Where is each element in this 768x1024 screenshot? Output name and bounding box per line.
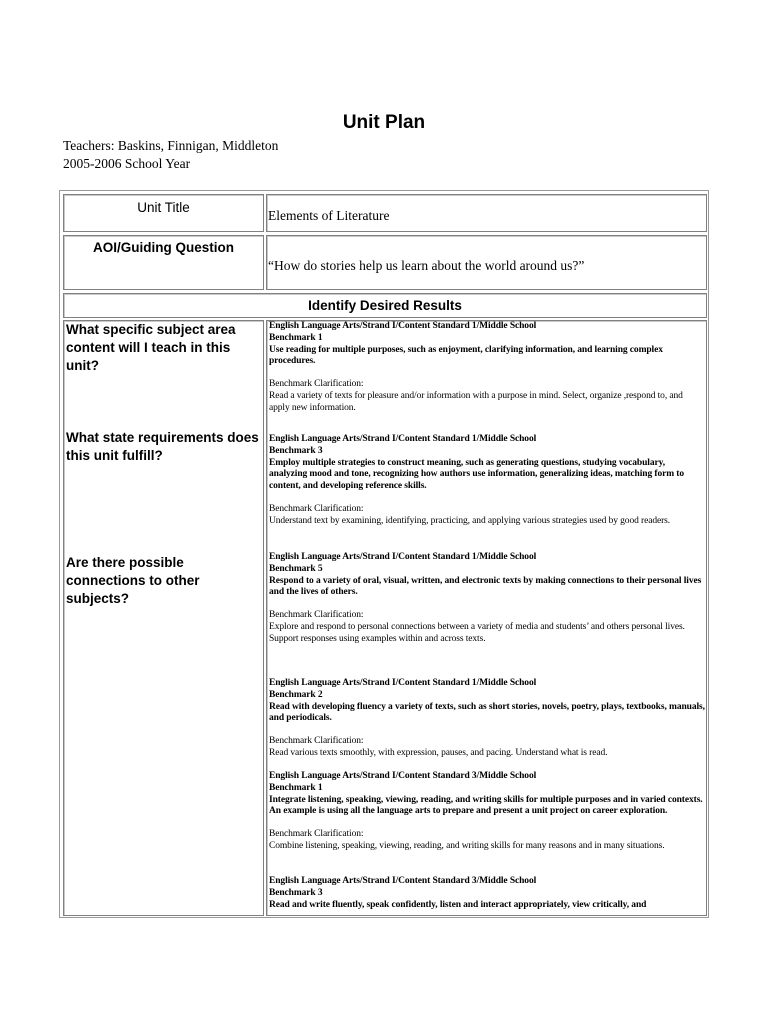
standard-benchmark: Benchmark 2 — [269, 689, 323, 700]
unit-title-label: Unit Title — [137, 200, 190, 215]
clarification-text: Understand text by examining, identifying, practicing, and applying various strategies used by good readers. — [269, 515, 671, 526]
clarification-label: Benchmark Clarification: — [269, 610, 364, 621]
page-title: Unit Plan — [342, 112, 426, 133]
standard-text: Integrate listening, speaking, viewing, reading, and writing skills for multiple purposes and in varied contexts. An example is using all the language arts to prepare and present a unit project on career exploration. — [269, 794, 703, 817]
aoi-label-cell — [63, 235, 264, 290]
unit-title-value: Elements of Literature — [268, 208, 390, 223]
standard-benchmark: Benchmark 5 — [269, 563, 323, 574]
standard-block — [269, 876, 705, 911]
standard-block — [269, 771, 705, 853]
aoi-value-cell — [266, 235, 707, 290]
clarification-label: Benchmark Clarification: — [269, 736, 364, 747]
standard-text: Respond to a variety of oral, visual, written, and electronic texts by making connections to their personal lives and the lives of others. — [269, 575, 702, 598]
standard-strand: English Language Arts/Strand I/Content Standard 1/Middle School — [269, 552, 537, 562]
school-year-line: 2005-2006 School Year — [63, 156, 191, 171]
standard-strand: English Language Arts/Strand I/Content Standard 3/Middle School — [269, 876, 537, 886]
section-heading: Identify Desired Results — [308, 298, 462, 313]
unit-title-value-cell — [266, 194, 707, 232]
standard-strand: English Language Arts/Strand I/Content Standard 3/Middle School — [269, 771, 537, 781]
clarification-text: Read a variety of texts for pleasure and/or information with a purpose in mind. Select, organize ,respond to, and apply new information. — [269, 390, 683, 413]
standards-cell — [266, 320, 707, 916]
clarification-label: Benchmark Clarification: — [269, 379, 364, 390]
unit-title-label-cell — [63, 194, 264, 232]
standard-text: Employ multiple strategies to construct meaning, such as generating questions, studying vocabulary, analyzing mood and tone, recognizing how authors use information, generalizing ideas, matching form to content, and developing reference skills. — [269, 457, 685, 492]
standard-benchmark: Benchmark 1 — [269, 782, 323, 793]
aoi-label: AOI/Guiding Question — [93, 240, 234, 255]
clarification-label: Benchmark Clarification: — [269, 503, 364, 514]
standard-strand: English Language Arts/Strand I/Content Standard 1/Middle School — [269, 434, 537, 444]
standard-block — [269, 552, 705, 646]
unit-plan-table — [59, 190, 709, 918]
question-requirements: What state requirements does this unit fulfill? — [66, 430, 259, 463]
teachers-line: Teachers: Baskins, Finnigan, Middleton — [63, 138, 279, 153]
standard-benchmark: Benchmark 3 — [269, 887, 323, 898]
standard-benchmark: Benchmark 1 — [269, 332, 323, 343]
standard-block — [269, 434, 705, 528]
clarification-text: Read various texts smoothly, with expression, pauses, and pacing. Understand what is read. — [269, 747, 608, 758]
standard-benchmark: Benchmark 3 — [269, 445, 323, 456]
question-content: What specific subject area content will I teach in this unit? — [66, 322, 236, 373]
question-connections: Are there possible connections to other subjects? — [66, 555, 200, 606]
questions-cell — [63, 320, 264, 916]
standard-block — [269, 678, 705, 760]
section-heading-cell — [63, 293, 707, 318]
standard-text: Read with developing fluency a variety of texts, such as short stories, novels, poetry, plays, textbooks, manuals, and periodicals. — [269, 701, 705, 724]
aoi-value: “How do stories help us learn about the world around us?” — [268, 258, 585, 273]
clarification-text: Explore and respond to personal connections between a variety of media and students’ and others personal lives. Support responses using examples within and across texts. — [269, 621, 685, 644]
clarification-text: Combine listening, speaking, viewing, reading, and writing skills for many reasons and in many situations. — [269, 840, 665, 851]
standard-strand: English Language Arts/Strand I/Content Standard 1/Middle School — [269, 678, 537, 688]
clarification-label: Benchmark Clarification: — [269, 829, 364, 840]
standard-text: Use reading for multiple purposes, such as enjoyment, clarifying information, and learning complex procedures. — [269, 344, 663, 367]
standard-block — [269, 321, 705, 415]
standard-strand: English Language Arts/Strand I/Content Standard 1/Middle School — [269, 321, 537, 331]
standard-text: Read and write fluently, speak confidently, listen and interact appropriately, view critically, and — [269, 899, 647, 910]
